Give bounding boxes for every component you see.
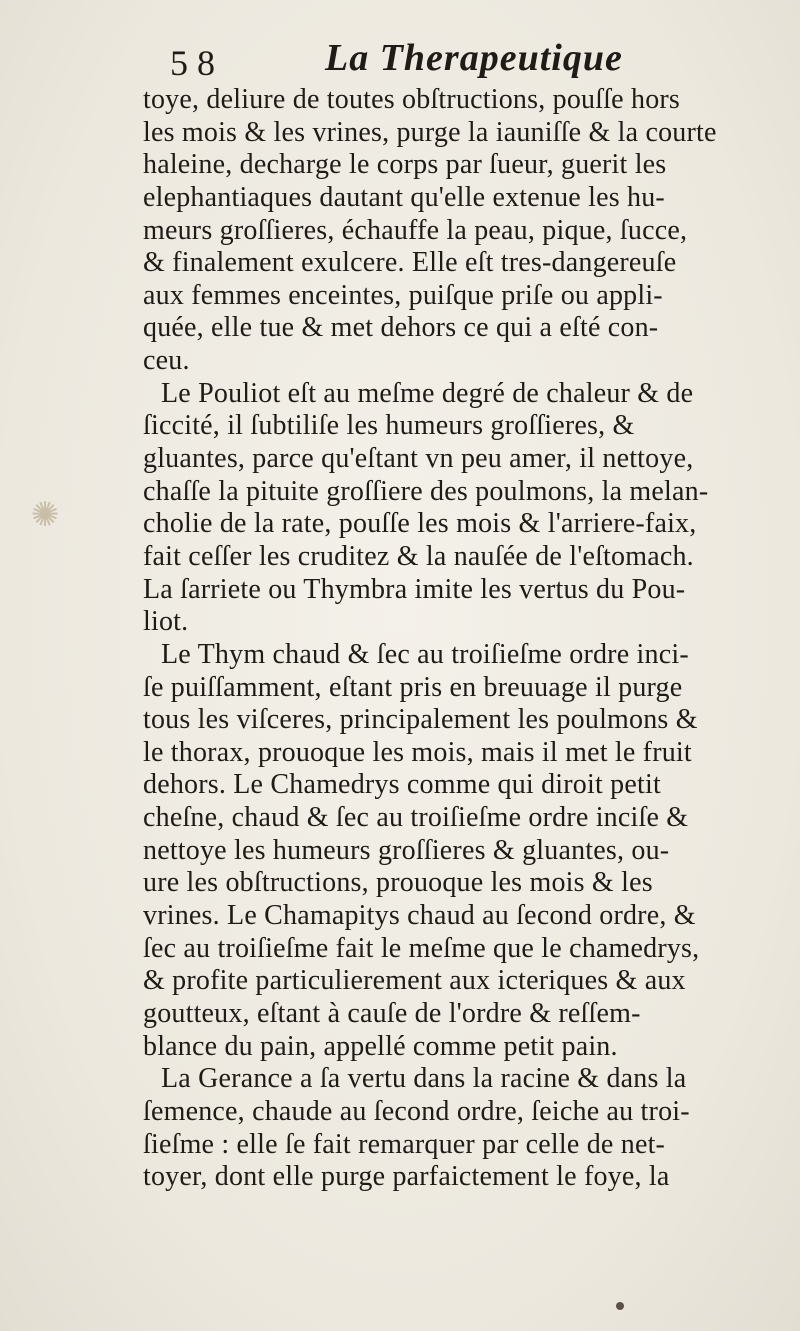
text-line: liot. [143,606,189,638]
text-line: meurs groſſieres, échauffe la peau, pique, ſucce, [143,214,688,246]
page-number: 5 8 [170,43,215,83]
text-line: le thorax, prouoque les mois, mais il met le fruit [143,736,692,768]
text-line: les mois & les vrines, purge la iauniſſe & la courte [143,116,717,148]
text-line: ſec au troiſieſme fait le meſme que le chamedrys, [143,932,700,964]
text-line: blance du pain, appellé comme petit pain. [143,1030,618,1062]
text-line: Le Pouliot eſt au meſme degré de chaleur & de [161,377,694,409]
body-text [143,84,783,1194]
running-title: La Therapeutique [325,37,623,79]
text-line: toye, deliure de toutes obſtructions, pouſſe hors [143,84,681,115]
text-line: cholie de la rate, pouſſe les mois & l'arriere-faix, [143,508,697,540]
text-line: ure les obſtructions, prouoque les mois & les [143,867,653,899]
ink-dot-mark [616,1302,624,1310]
text-line: fait ceſſer les cruditez & la nauſée de l'eſtomach. [143,540,694,572]
text-line: goutteux, eſtant à cauſe de l'ordre & reſſem- [143,997,641,1029]
text-line: Le Thym chaud & ſec au troiſieſme ordre inci- [161,638,689,670]
text-line: elephantiaques dautant qu'elle extenue les hu- [143,181,665,213]
text-line: dehors. Le Chamedrys comme qui diroit petit [143,769,661,801]
text-line: cheſne, chaud & ſec au troiſieſme ordre inciſe & [143,802,689,834]
ink-blot-mark: ✺ [30,497,60,534]
text-line: nettoye les humeurs groſſieres & gluantes, ou- [143,834,670,866]
text-line: ſe puiſſamment, eſtant pris en breuuage il purge [143,671,683,703]
text-line: ſemence, chaude au ſecond ordre, ſeiche au troi- [143,1095,690,1127]
text-line: La Gerance a ſa vertu dans la racine & dans la [161,1063,687,1095]
text-line: ſieſme : elle ſe fait remarquer par celle de net- [143,1128,666,1160]
text-line: vrines. Le Chamapitys chaud au ſecond ordre, & [143,900,696,932]
text-line: ceu. [143,345,190,377]
text-line: ſiccité, il ſubtiliſe les humeurs groſſieres, & [143,410,635,442]
text-line: chaſſe la pituite groſſiere des poulmons, la melan- [143,475,709,507]
text-line: tous les viſceres, principalement les poulmons & [143,704,698,736]
text-line: quée, elle tue & met dehors ce qui a eſté con- [143,312,659,344]
text-line: & finalement exulcere. Elle eſt tres-dangereuſe [143,247,677,279]
text-line: haleine, decharge le corps par ſueur, guerit les [143,149,667,181]
text-line: toyer, dont elle purge parfaictement le foye, la [143,1161,670,1193]
text-line: aux femmes enceintes, puiſque priſe ou appli- [143,279,663,311]
text-line: gluantes, parce qu'eſtant vn peu amer, il nettoye, [143,443,694,475]
text-line: & profite particulierement aux icteriques & aux [143,965,686,997]
text-line: La ſarriete ou Thymbra imite les vertus du Pou- [143,573,686,605]
